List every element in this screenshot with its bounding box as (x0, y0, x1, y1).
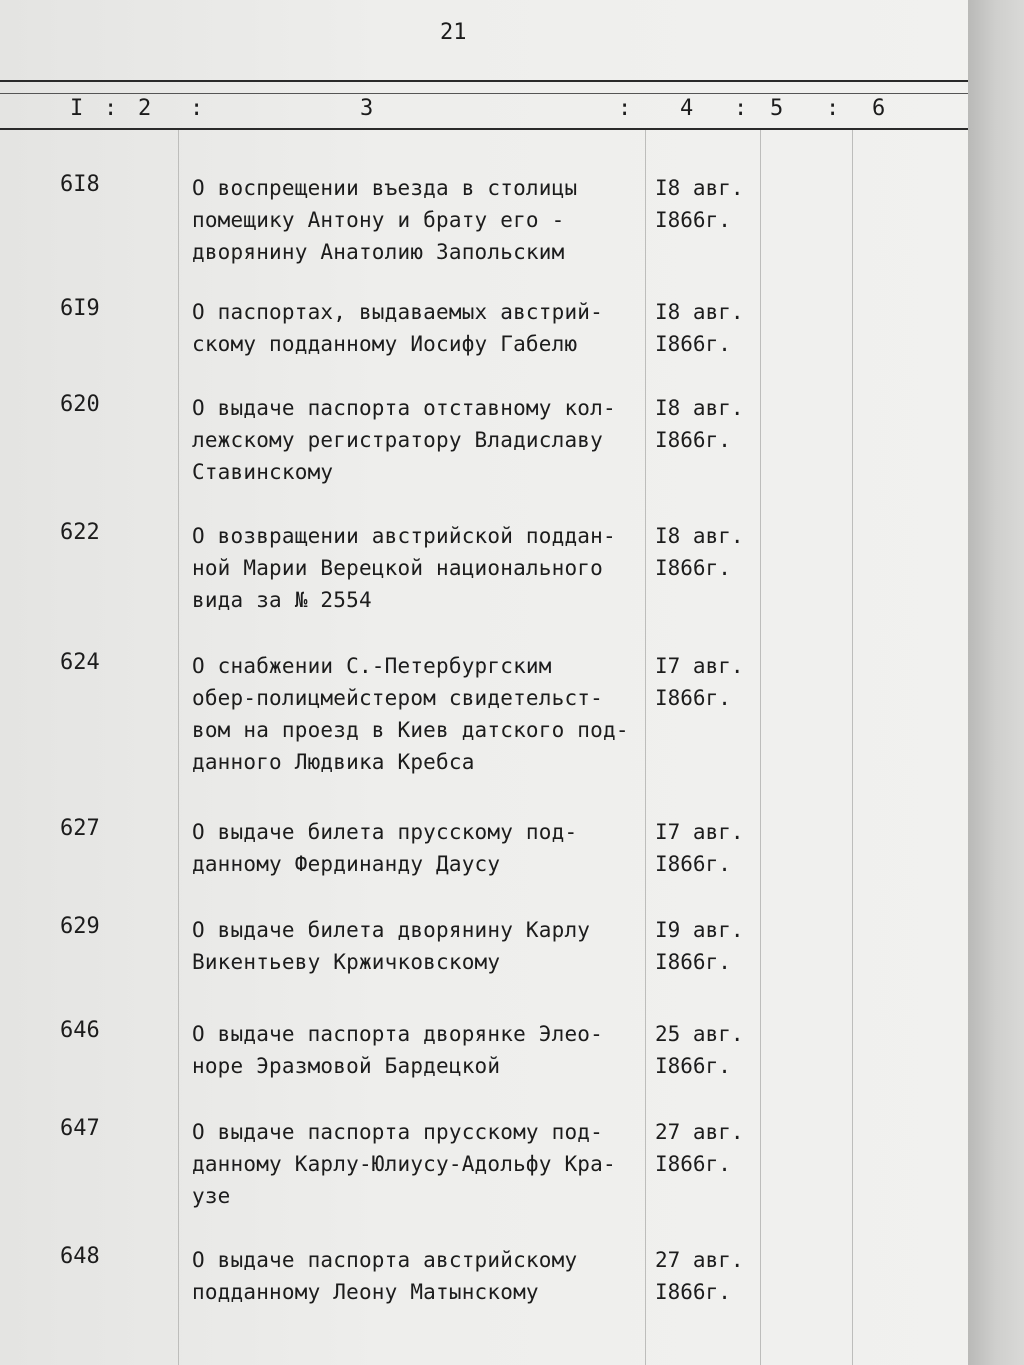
entry-number: 622 (60, 520, 100, 545)
column-separator: : (826, 96, 840, 121)
entry-description: О выдаче паспорта прусскому под- данному Карлу-Юлиусу-Адольфу Кра- узе (192, 1120, 616, 1208)
column-separator: : (734, 96, 748, 121)
entry-date: I8 авг. I866г. (655, 524, 744, 580)
entry-number: 648 (60, 1244, 100, 1269)
entry-date: 27 авг. I866г. (655, 1248, 744, 1304)
entry-date: I9 авг. I866г. (655, 918, 744, 974)
entry-number: 647 (60, 1116, 100, 1141)
entry-number: 6I9 (60, 296, 100, 321)
entry-description: О выдаче билета дворянину Карлу Викентьеву Кржичковскому (192, 918, 591, 974)
entry-date: I7 авг. I866г. (655, 820, 744, 876)
entry-description: О возвращении австрийской поддан- ной Марии Верецкой национального вида за № 2554 (192, 524, 616, 612)
entry-description: О воспрещении въезда в столицы помещику Антону и брату его - дворянину Анатолию Запольским (192, 176, 578, 264)
column-header-6: 6 (872, 96, 886, 121)
column-header-1: I (70, 96, 84, 121)
entry-date: I8 авг. I866г. (655, 300, 744, 356)
entry-description: О выдаче паспорта австрийскому подданному Леону Матынскому (192, 1248, 578, 1304)
entry-date: I8 авг. I866г. (655, 176, 744, 232)
entry-number: 6I8 (60, 172, 100, 197)
entry-description: О снабжении С.-Петербургским обер-полицмейстером свидетельст- вом на проезд в Киев датского под- данного Людвика Кребса (192, 654, 629, 774)
entry-description: О выдаче билета прусскому под- данному Фердинанду Даусу (192, 820, 578, 876)
page-edge-shadow (968, 0, 1024, 1365)
entry-date: 27 авг. I866г. (655, 1120, 744, 1176)
entry-number: 620 (60, 392, 100, 417)
column-header-4: 4 (680, 96, 694, 121)
column-separator: : (618, 96, 632, 121)
entry-description: О выдаче паспорта отставному кол- лежскому регистратору Владиславу Ставинскому (192, 396, 616, 484)
entry-number: 646 (60, 1018, 100, 1043)
entry-number: 629 (60, 914, 100, 939)
entry-number: 624 (60, 650, 100, 675)
column-separator: : (104, 96, 118, 121)
column-header-3: 3 (360, 96, 374, 121)
entry-date: I7 авг. I866г. (655, 654, 744, 710)
entry-description: О паспортах, выдаваемых австрий- скому подданному Иосифу Габелю (192, 300, 603, 356)
entry-date: 25 авг. I866г. (655, 1022, 744, 1078)
entry-date: I8 авг. I866г. (655, 396, 744, 452)
column-header-2: 2 (138, 96, 152, 121)
entry-number: 627 (60, 816, 100, 841)
entry-description: О выдаче паспорта дворянке Элео- норе Эразмовой Бардецкой (192, 1022, 603, 1078)
column-separator: : (190, 96, 204, 121)
column-header-5: 5 (770, 96, 784, 121)
page-number: 21 (440, 20, 467, 45)
